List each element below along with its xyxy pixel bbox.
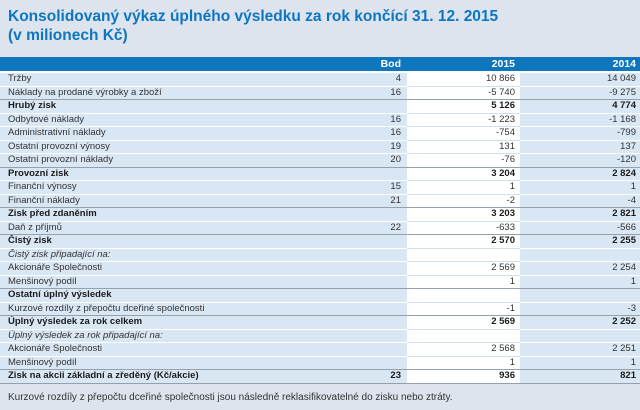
value-2015-cell (407, 248, 520, 262)
bod-cell: 22 (362, 221, 407, 235)
bod-cell (362, 248, 407, 262)
row-label-cell: Tržby (0, 72, 362, 86)
row-label-cell: Zisk na akcii základní a zředěný (Kč/akcie) (0, 370, 362, 384)
row-label-cell: Náklady na prodané výrobky a zboží (0, 86, 362, 100)
value-2014-cell: 2 251 (520, 343, 640, 357)
value-2015-cell: 1 (407, 181, 520, 195)
header-bod-cell: Bod (362, 57, 407, 72)
bod-cell (362, 329, 407, 343)
bod-cell: 23 (362, 370, 407, 384)
report-title-block (0, 0, 640, 45)
value-2015-cell: 2 569 (407, 262, 520, 276)
value-2015-cell: -633 (407, 221, 520, 235)
bod-cell (362, 167, 407, 181)
table-row (0, 127, 640, 141)
row-label-cell: Finanční výnosy (0, 181, 362, 195)
value-2015-cell: 131 (407, 140, 520, 154)
row-label-cell: Menšinový podíl (0, 275, 362, 289)
bod-cell: 15 (362, 181, 407, 195)
value-2015-cell: -76 (407, 154, 520, 168)
footnote-text: Kurzové rozdíly z přepočtu dceřiné společnosti jsou následně reklasifikovatelné do zisku nebo ztráty. (8, 391, 453, 403)
row-label-cell: Odbytové náklady (0, 113, 362, 127)
value-2014-cell: 2 254 (520, 262, 640, 276)
header-row (0, 57, 640, 72)
row-label-cell: Akcionáře Společnosti (0, 343, 362, 357)
value-2014-cell (520, 248, 640, 262)
table-row (0, 86, 640, 100)
table-row (0, 181, 640, 195)
bod-cell (362, 316, 407, 330)
value-2014-cell: -120 (520, 154, 640, 168)
row-label-cell: Ostatní úplný výsledek (0, 289, 362, 303)
table-row (0, 72, 640, 86)
bod-cell (362, 289, 407, 303)
table-row (0, 248, 640, 262)
bod-cell (362, 343, 407, 357)
row-label-cell: Daň z příjmů (0, 221, 362, 235)
row-label-cell: Provozní zisk (0, 167, 362, 181)
value-2014-cell: 2 824 (520, 167, 640, 181)
table-row (0, 343, 640, 357)
value-2014-cell: -566 (520, 221, 640, 235)
value-2015-cell: -2 (407, 194, 520, 208)
row-label-cell: Hrubý zisk (0, 100, 362, 114)
row-label-cell: Akcionáře Společnosti (0, 262, 362, 276)
table-row (0, 140, 640, 154)
table-row (0, 289, 640, 303)
table-row (0, 275, 640, 289)
page-subtitle: (v milionech Kč) (8, 27, 128, 44)
bod-cell (362, 100, 407, 114)
bod-cell: 16 (362, 86, 407, 100)
bod-cell (362, 275, 407, 289)
bod-cell: 20 (362, 154, 407, 168)
table-row (0, 316, 640, 330)
value-2015-cell: 3 204 (407, 167, 520, 181)
row-label-cell: Úplný výsledek za rok připadající na: (0, 329, 362, 343)
table-row (0, 329, 640, 343)
value-2015-cell: -5 740 (407, 86, 520, 100)
bod-cell (362, 235, 407, 249)
value-2015-cell (407, 329, 520, 343)
page-title: Konsolidovaný výkaz úplného výsledku za rok končící 31. 12. 2015 (8, 8, 499, 25)
value-2014-cell: -3 (520, 302, 640, 316)
row-label-cell: Ostatní provozní výnosy (0, 140, 362, 154)
row-label-cell: Úplný výsledek za rok celkem (0, 316, 362, 330)
value-2014-cell: 14 049 (520, 72, 640, 86)
header-2014-cell: 2014 (520, 57, 640, 72)
value-2015-cell: 1 (407, 275, 520, 289)
row-label-cell: Ostatní provozní náklady (0, 154, 362, 168)
row-label-cell: Administrativní náklady (0, 127, 362, 141)
value-2014-cell: 4 774 (520, 100, 640, 114)
value-2014-cell: 1 (520, 356, 640, 370)
value-2015-cell: 3 203 (407, 208, 520, 222)
row-label-cell: Zisk před zdaněním (0, 208, 362, 222)
value-2015-cell: -754 (407, 127, 520, 141)
value-2015-cell: -1 223 (407, 113, 520, 127)
value-2014-cell: 137 (520, 140, 640, 154)
value-2015-cell: 2 569 (407, 316, 520, 330)
bod-cell: 19 (362, 140, 407, 154)
value-2014-cell: -1 168 (520, 113, 640, 127)
table-row (0, 113, 640, 127)
value-2015-cell: 1 (407, 356, 520, 370)
bod-cell (362, 356, 407, 370)
table-row (0, 100, 640, 114)
table-row (0, 167, 640, 181)
value-2015-cell: -1 (407, 302, 520, 316)
value-2015-cell: 2 568 (407, 343, 520, 357)
bod-cell (362, 302, 407, 316)
table-row (0, 194, 640, 208)
table-row (0, 221, 640, 235)
value-2014-cell: 2 821 (520, 208, 640, 222)
table-row (0, 356, 640, 370)
value-2014-cell: -4 (520, 194, 640, 208)
value-2014-cell (520, 329, 640, 343)
value-2015-cell: 10 866 (407, 72, 520, 86)
value-2015-cell: 2 570 (407, 235, 520, 249)
value-2014-cell: 2 255 (520, 235, 640, 249)
table-header (0, 57, 640, 72)
row-label-cell: Finanční náklady (0, 194, 362, 208)
table-row (0, 208, 640, 222)
value-2014-cell: 2 252 (520, 316, 640, 330)
table-row (0, 370, 640, 384)
value-2014-cell: 1 (520, 275, 640, 289)
bod-cell: 21 (362, 194, 407, 208)
header-2015-cell: 2015 (407, 57, 520, 72)
row-label-cell: Čistý zisk (0, 235, 362, 249)
table-row (0, 262, 640, 276)
header-label-cell (0, 57, 362, 72)
row-label-cell: Kurzové rozdíly z přepočtu dceřiné společnosti (0, 302, 362, 316)
row-label-cell: Čistý zisk připadající na: (0, 248, 362, 262)
income-statement-table (0, 57, 640, 384)
bod-cell: 16 (362, 113, 407, 127)
value-2014-cell: 1 (520, 181, 640, 195)
table-row (0, 235, 640, 249)
bod-cell: 4 (362, 72, 407, 86)
value-2015-cell: 936 (407, 370, 520, 384)
bod-cell (362, 208, 407, 222)
value-2014-cell: 821 (520, 370, 640, 384)
value-2014-cell (520, 289, 640, 303)
income-table-body (0, 72, 640, 383)
value-2014-cell: -799 (520, 127, 640, 141)
bod-cell: 16 (362, 127, 407, 141)
value-2015-cell (407, 289, 520, 303)
value-2014-cell: -9 275 (520, 86, 640, 100)
bod-cell (362, 262, 407, 276)
value-2015-cell: 5 126 (407, 100, 520, 114)
table-row (0, 302, 640, 316)
row-label-cell: Menšinový podíl (0, 356, 362, 370)
table-row (0, 154, 640, 168)
